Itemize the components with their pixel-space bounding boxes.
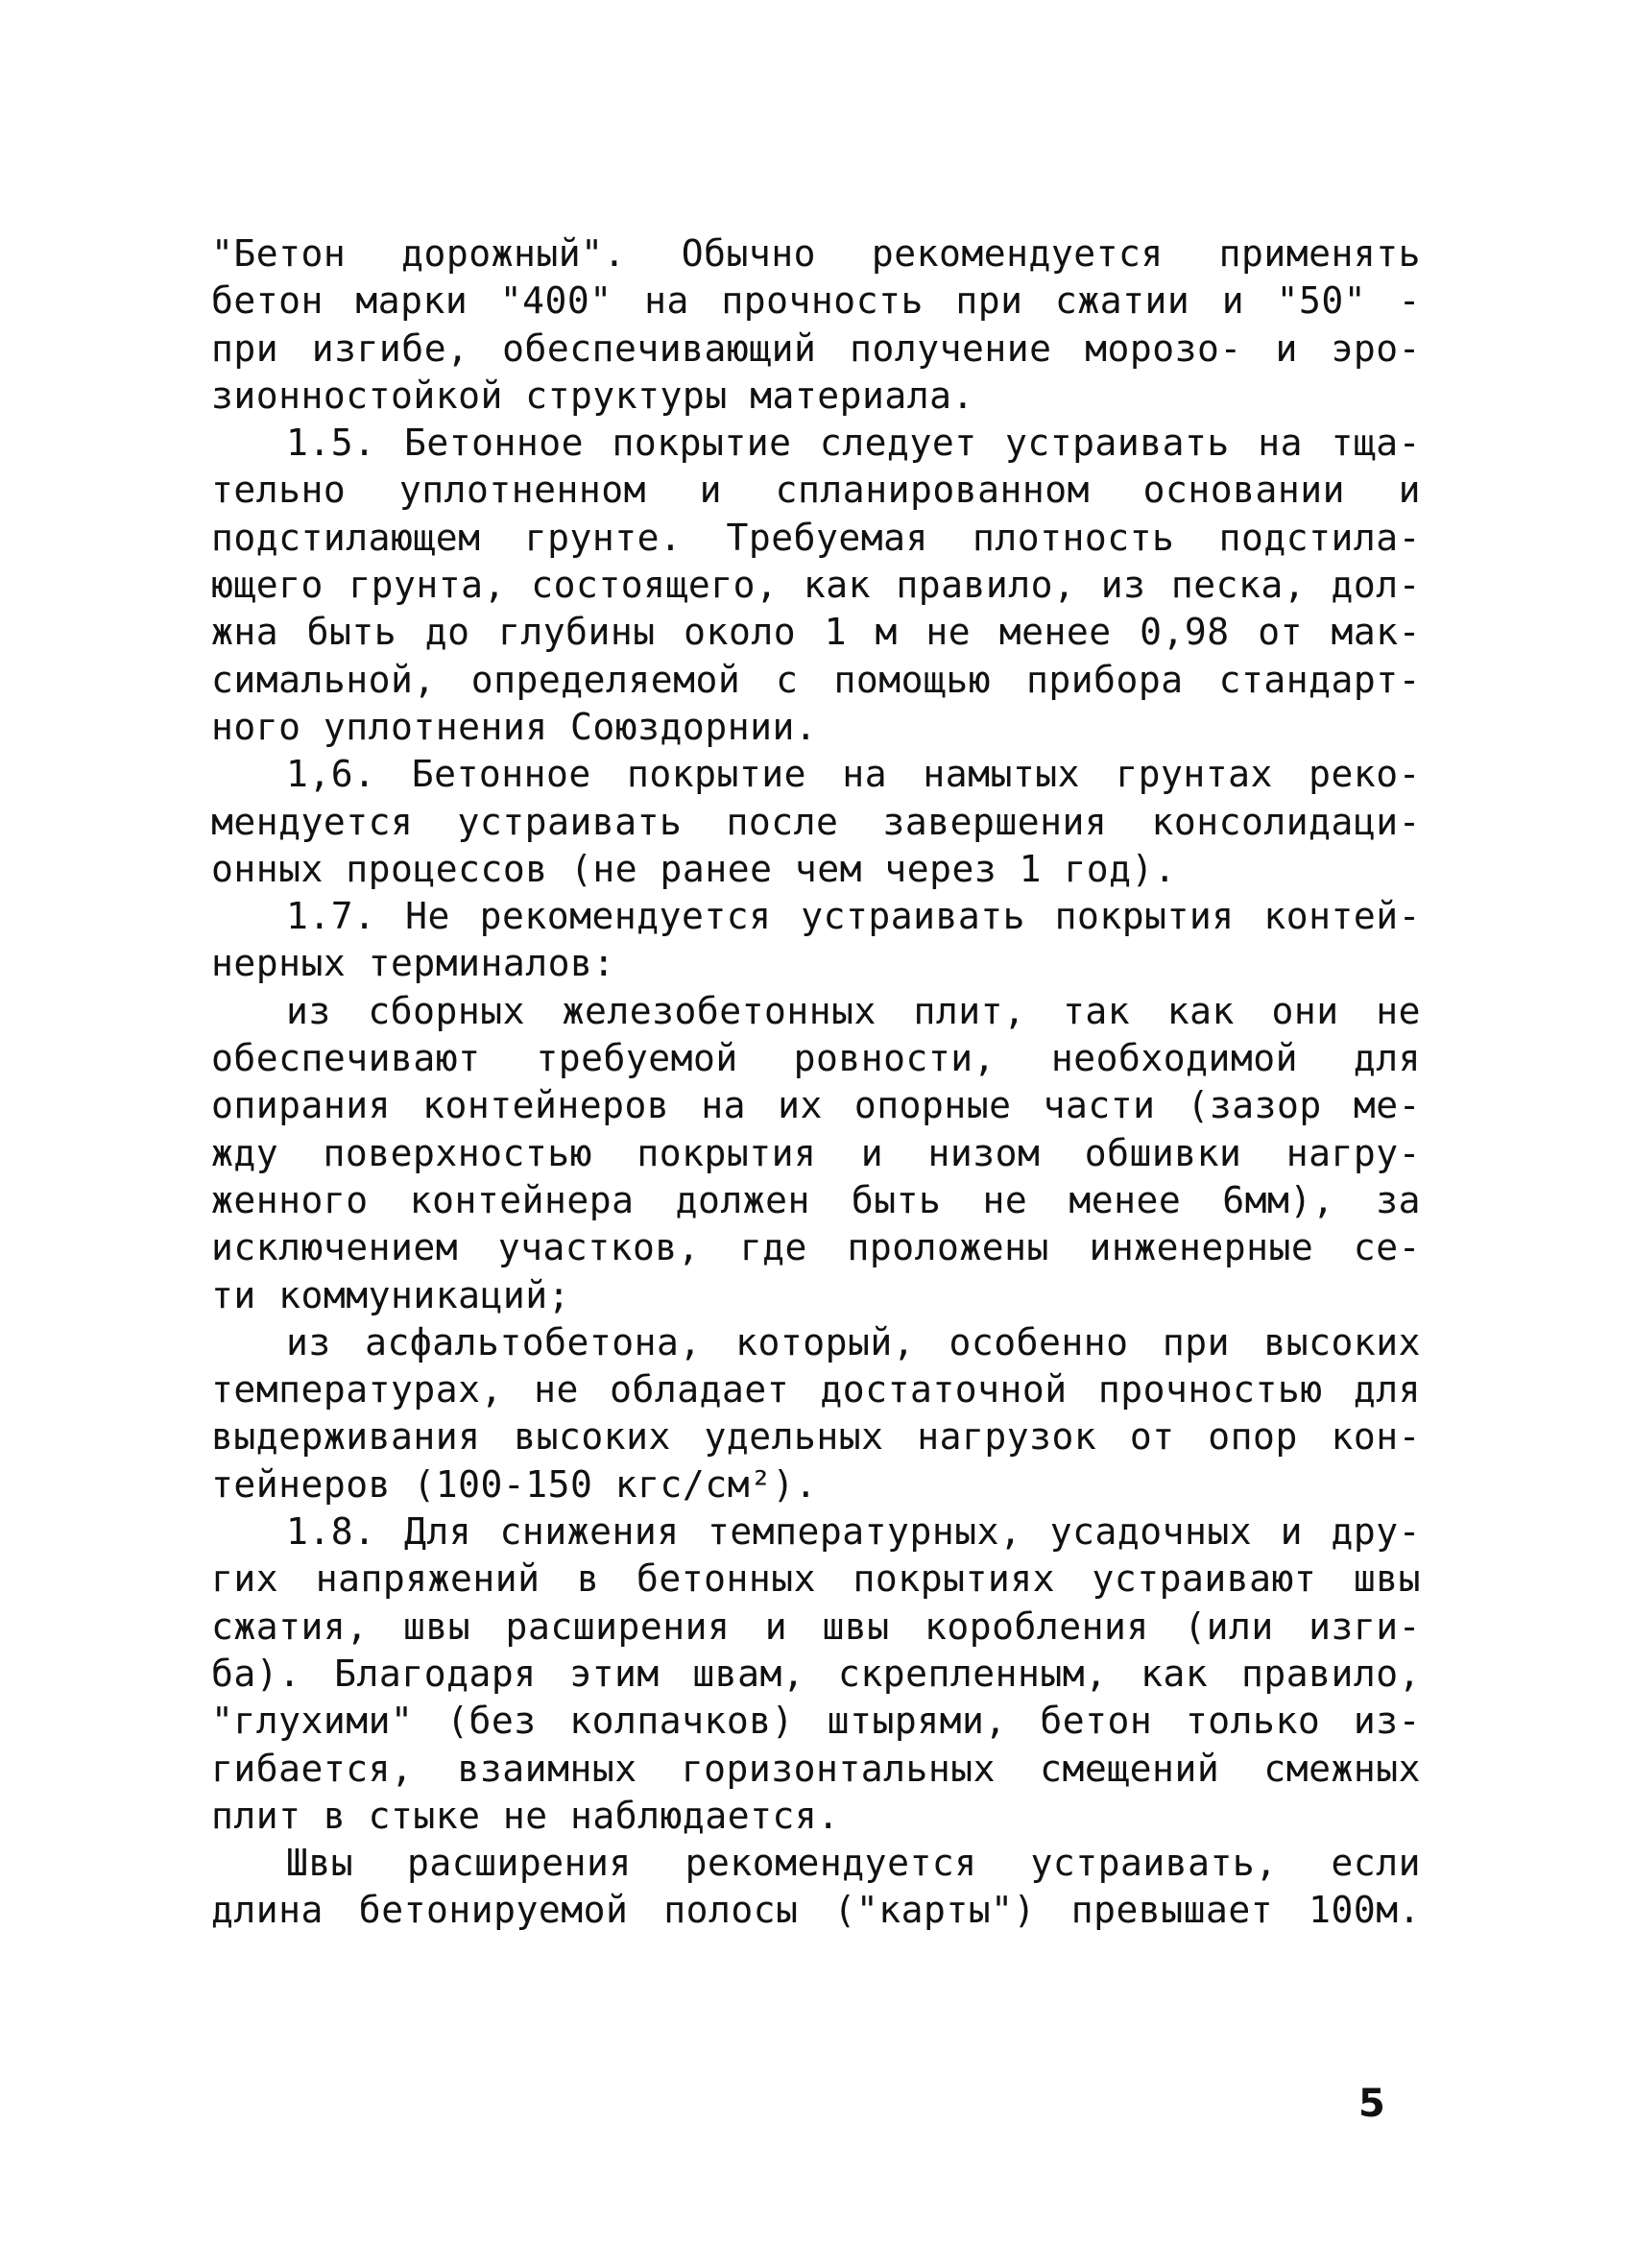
section-1-6-line: 1,6. Бетонное покрытие на намытых грунтах реко-: [286, 753, 1421, 796]
page-number: 5: [1358, 2082, 1385, 2126]
list-item-line: из асфальтобетона, который, особенно при высоких: [286, 1320, 1421, 1363]
section-1-8-line: 1.8. Для снижения температурных, усадочных и дру-: [286, 1510, 1421, 1554]
list-item-line: из сборных железобетонных плит, так как они не: [286, 989, 1421, 1032]
text-line: плит в стыке не наблюдается.: [211, 1794, 840, 1837]
text-line: онных процессов (не ранее чем через 1 год).: [211, 847, 1177, 890]
text-line: мендуется устраивать после завершения консолидаци-: [211, 800, 1421, 843]
text-line: выдерживания высоких удельных нагрузок от опор кон-: [211, 1415, 1421, 1459]
text-line: зионностойкой структуры материала.: [211, 374, 974, 417]
text-line: сжатия, швы расширения и швы коробления (или изги-: [211, 1604, 1421, 1648]
text-line: симальной, определяемой с помощью прибора стандарт-: [211, 658, 1421, 701]
text-line: нерных терминалов:: [211, 942, 615, 985]
text-line: "глухими" (без колпачков) штырями, бетон только из-: [211, 1700, 1421, 1743]
text-line: Швы расширения рекомендуется устраивать, если: [286, 1842, 1421, 1885]
text-line: жду поверхностью покрытия и низом обшивки нагру-: [211, 1131, 1421, 1174]
text-line: тейнеров (100-150 кгс/см²).: [211, 1462, 818, 1506]
text-line: при изгибе, обеспечивающий получение морозо- и эро-: [211, 326, 1421, 370]
text-line: опирания контейнеров на их опорные части (зазор ме-: [211, 1084, 1421, 1127]
text-line: температурах, не обладает достаточной прочностью для: [211, 1368, 1421, 1411]
text-line: подстилающем грунте. Требуемая плотность подстила-: [211, 516, 1421, 559]
text-line: "Бетон дорожный". Обычно рекомендуется применять: [211, 232, 1421, 275]
text-line: ного уплотнения Союздорнии.: [211, 705, 818, 748]
text-line: обеспечивают требуемой ровности, необходимой для: [211, 1037, 1421, 1080]
text-line: гибается, взаимных горизонтальных смещений смежных: [211, 1747, 1421, 1790]
section-1-7-line: 1.7. Не рекомендуется устраивать покрытия контей-: [286, 895, 1421, 938]
text-line: бетон марки "400" на прочность при сжатии и "50" -: [211, 279, 1421, 323]
text-line: гих напряжений в бетонных покрытиях устраивают швы: [211, 1557, 1421, 1601]
text-line: тельно уплотненном и спланированном основании и: [211, 469, 1421, 512]
text-line: женного контейнера должен быть не менее 6мм), за: [211, 1178, 1421, 1221]
document-body: [211, 230, 1421, 1935]
text-line: ти коммуникаций;: [211, 1273, 571, 1316]
text-line: жна быть до глубины около 1 м не менее 0,98 от мак-: [211, 611, 1421, 654]
text-line: ба). Благодаря этим швам, скрепленным, как правило,: [211, 1652, 1421, 1695]
text-line: длина бетонируемой полосы ("карты") превышает 100м.: [211, 1889, 1421, 1932]
section-1-5-line: 1.5. Бетонное покрытие следует устраивать на тща-: [286, 422, 1421, 465]
text-line: ющего грунта, состоящего, как правило, из песка, дол-: [211, 564, 1421, 607]
text-line: исключением участков, где проложены инженерные се-: [211, 1226, 1421, 1269]
